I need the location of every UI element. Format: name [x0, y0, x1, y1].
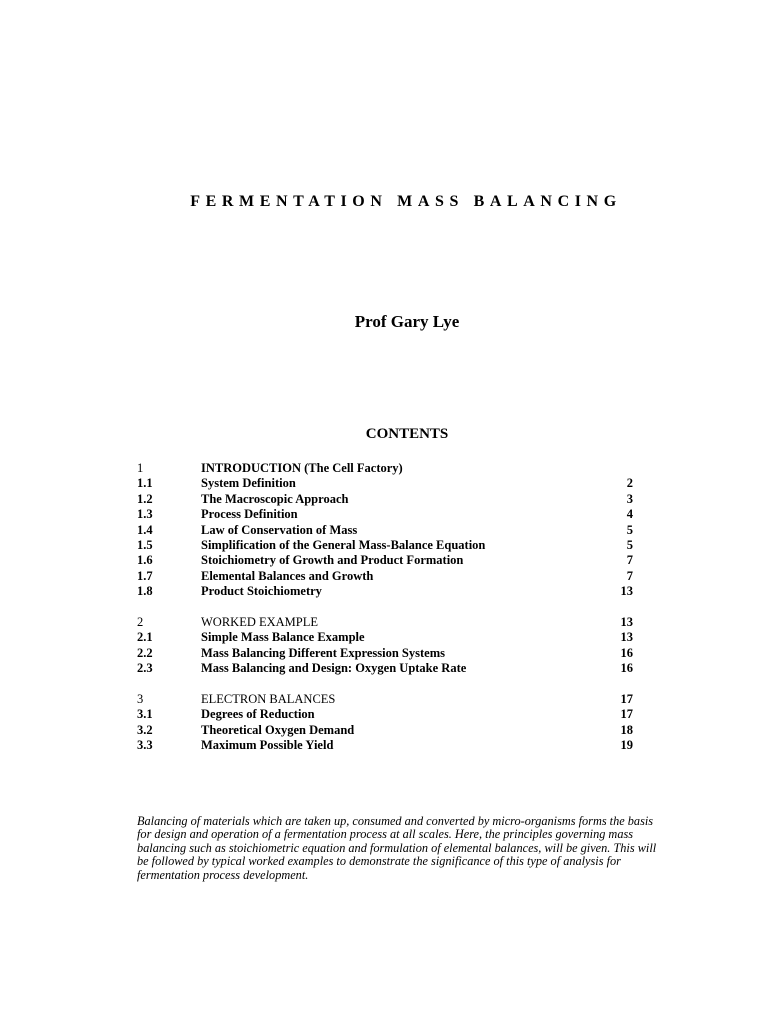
toc-row [137, 707, 633, 722]
document-title: FERMENTATION MASS BALANCING [190, 193, 622, 210]
toc-row [137, 553, 633, 568]
toc-number: 3.2 [137, 722, 153, 737]
toc-row [137, 569, 633, 584]
toc-page: 2 [626, 476, 633, 491]
toc-title: The Macroscopic Approach [201, 491, 349, 506]
toc-number: 2.3 [137, 661, 153, 676]
toc-number: 3.3 [137, 738, 153, 753]
toc-title: Maximum Possible Yield [201, 738, 334, 753]
toc-page: 18 [620, 722, 633, 737]
toc-number: 1.5 [137, 537, 153, 552]
toc-number: 1 [137, 461, 144, 475]
toc-title: Simplification of the General Mass-Balance Equation [201, 537, 486, 552]
toc-row [137, 646, 633, 661]
toc-page: 13 [620, 584, 633, 599]
toc-page: 17 [620, 691, 633, 706]
toc-row [137, 492, 633, 507]
abstract-line: fermentation process development. [137, 867, 309, 882]
toc-row [137, 630, 633, 645]
toc-title: Mass Balancing and Design: Oxygen Uptake Rate [201, 661, 467, 676]
toc-number: 1.1 [137, 476, 153, 491]
toc-page: 13 [620, 630, 633, 645]
toc-row [137, 461, 633, 476]
toc-row [137, 615, 633, 630]
toc-title: System Definition [201, 476, 296, 491]
toc-page: 3 [626, 491, 633, 506]
toc-number: 3 [137, 691, 144, 706]
toc-title: Elemental Balances and Growth [201, 568, 374, 583]
abstract-line: balancing such as stoichiometric equation and formulation of elemental balances, will be given. This will [137, 840, 657, 855]
toc-title: Degrees of Reduction [201, 707, 315, 722]
toc-page: 17 [620, 707, 633, 722]
table-of-contents [137, 461, 633, 753]
abstract-paragraph [137, 815, 697, 882]
toc-page: 16 [620, 645, 633, 660]
toc-row [137, 692, 633, 707]
toc-row [137, 584, 633, 599]
toc-number: 2.1 [137, 630, 153, 645]
toc-row [137, 523, 633, 538]
toc-row [137, 507, 633, 522]
toc-row [137, 661, 633, 676]
toc-row [137, 476, 633, 491]
contents-heading: CONTENTS [365, 426, 449, 442]
toc-title: INTRODUCTION (The Cell Factory) [201, 461, 403, 475]
toc-number: 1.6 [137, 553, 153, 568]
toc-title: WORKED EXAMPLE [201, 614, 319, 629]
toc-title: Stoichiometry of Growth and Product Formation [201, 553, 464, 568]
abstract-line: be followed by typical worked examples to demonstrate the significance of this type of analysis for [137, 854, 621, 869]
toc-number: 1.3 [137, 507, 153, 522]
toc-number: 1.4 [137, 522, 153, 537]
toc-page: 7 [626, 568, 633, 583]
author-name: Prof Gary Lye [354, 312, 460, 331]
toc-row [137, 723, 633, 738]
toc-page: 7 [626, 553, 633, 568]
toc-page: 5 [626, 537, 633, 552]
toc-number: 1.2 [137, 491, 153, 506]
toc-number: 1.7 [137, 568, 153, 583]
toc-title: Mass Balancing Different Expression Systems [201, 645, 445, 660]
toc-page: 4 [626, 507, 633, 522]
toc-page: 5 [626, 522, 633, 537]
toc-row [137, 538, 633, 553]
toc-row [137, 738, 633, 753]
toc-title: Law of Conservation of Mass [201, 522, 358, 537]
abstract-line: Balancing of materials which are taken up, consumed and converted by micro-organisms forms the basis [137, 814, 654, 828]
toc-number: 2.2 [137, 645, 153, 660]
toc-title: Product Stoichiometry [201, 584, 322, 599]
toc-number: 1.8 [137, 584, 153, 599]
toc-title: Simple Mass Balance Example [201, 630, 365, 645]
toc-number: 2 [137, 614, 144, 629]
toc-title: Theoretical Oxygen Demand [201, 722, 355, 737]
toc-title: ELECTRON BALANCES [201, 691, 336, 706]
abstract-line: for design and operation of a fermentation process at all scales. Here, the principles governing mass [137, 827, 634, 842]
toc-page: 16 [620, 661, 633, 676]
toc-number: 3.1 [137, 707, 153, 722]
toc-page: 19 [620, 738, 633, 753]
toc-title: Process Definition [201, 507, 298, 522]
toc-page: 13 [620, 614, 633, 629]
